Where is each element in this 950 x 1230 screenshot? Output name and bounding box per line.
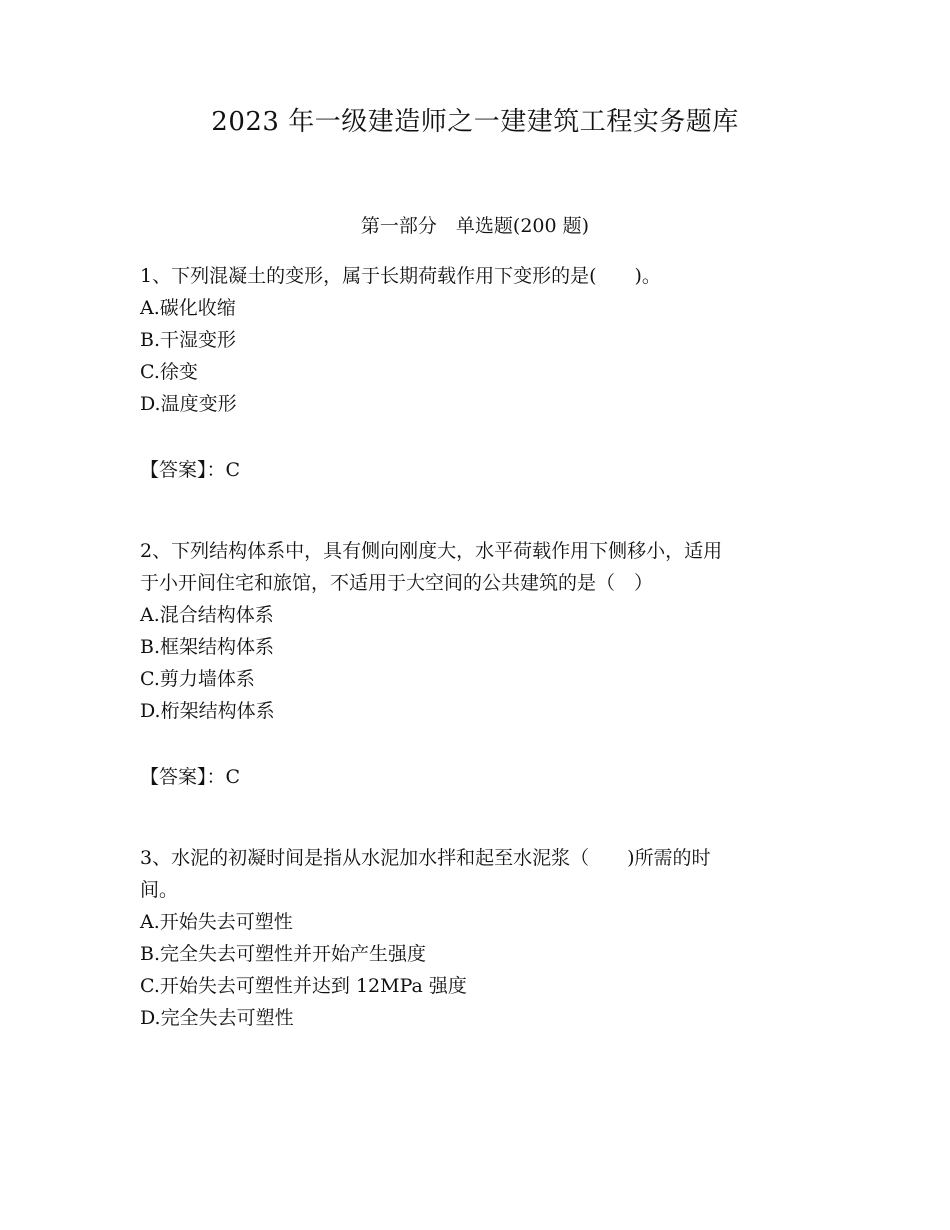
question-1-answer: 【答案】：C — [140, 459, 241, 481]
question-1-stem: 1、下列混凝土的变形，属于长期荷载作用下变形的是( )。 — [140, 265, 661, 287]
question-1-option-a: A.碳化收缩 — [140, 297, 236, 319]
question-1-option-d: D.温度变形 — [140, 393, 237, 415]
question-2-stem-line-1: 2、下列结构体系中，具有侧向刚度大，水平荷载作用下侧移小，适用 — [140, 540, 723, 562]
section-title: 第一部分 单选题(200 题) — [360, 215, 590, 237]
question-3-option-d: D.完全失去可塑性 — [140, 1007, 294, 1029]
question-1-option-c: C.徐变 — [140, 361, 198, 383]
question-2-option-c: C.剪力墙体系 — [140, 668, 255, 690]
document-title: 2023 年一级建造师之一建建筑工程实务题库 — [211, 107, 739, 137]
question-1-option-b: B.干湿变形 — [140, 329, 237, 351]
question-2-option-b: B.框架结构体系 — [140, 636, 275, 658]
question-3-stem-line-2: 间。 — [140, 879, 179, 901]
question-2-option-d: D.桁架结构体系 — [140, 700, 275, 722]
question-3-option-a: A.开始失去可塑性 — [140, 911, 293, 933]
question-2-stem-line-2: 于小开间住宅和旅馆，不适用于大空间的公共建筑的是（ ） — [140, 572, 654, 594]
question-2-answer: 【答案】：C — [140, 766, 241, 788]
question-2-option-a: A.混合结构体系 — [140, 604, 274, 626]
question-3-stem-line-1: 3、水泥的初凝时间是指从水泥加水拌和起至水泥浆（ )所需的时 — [140, 847, 711, 869]
question-3-option-c: C.开始失去可塑性并达到 12MPa 强度 — [140, 975, 467, 997]
question-3-option-b: B.完全失去可塑性并开始产生强度 — [140, 943, 427, 965]
